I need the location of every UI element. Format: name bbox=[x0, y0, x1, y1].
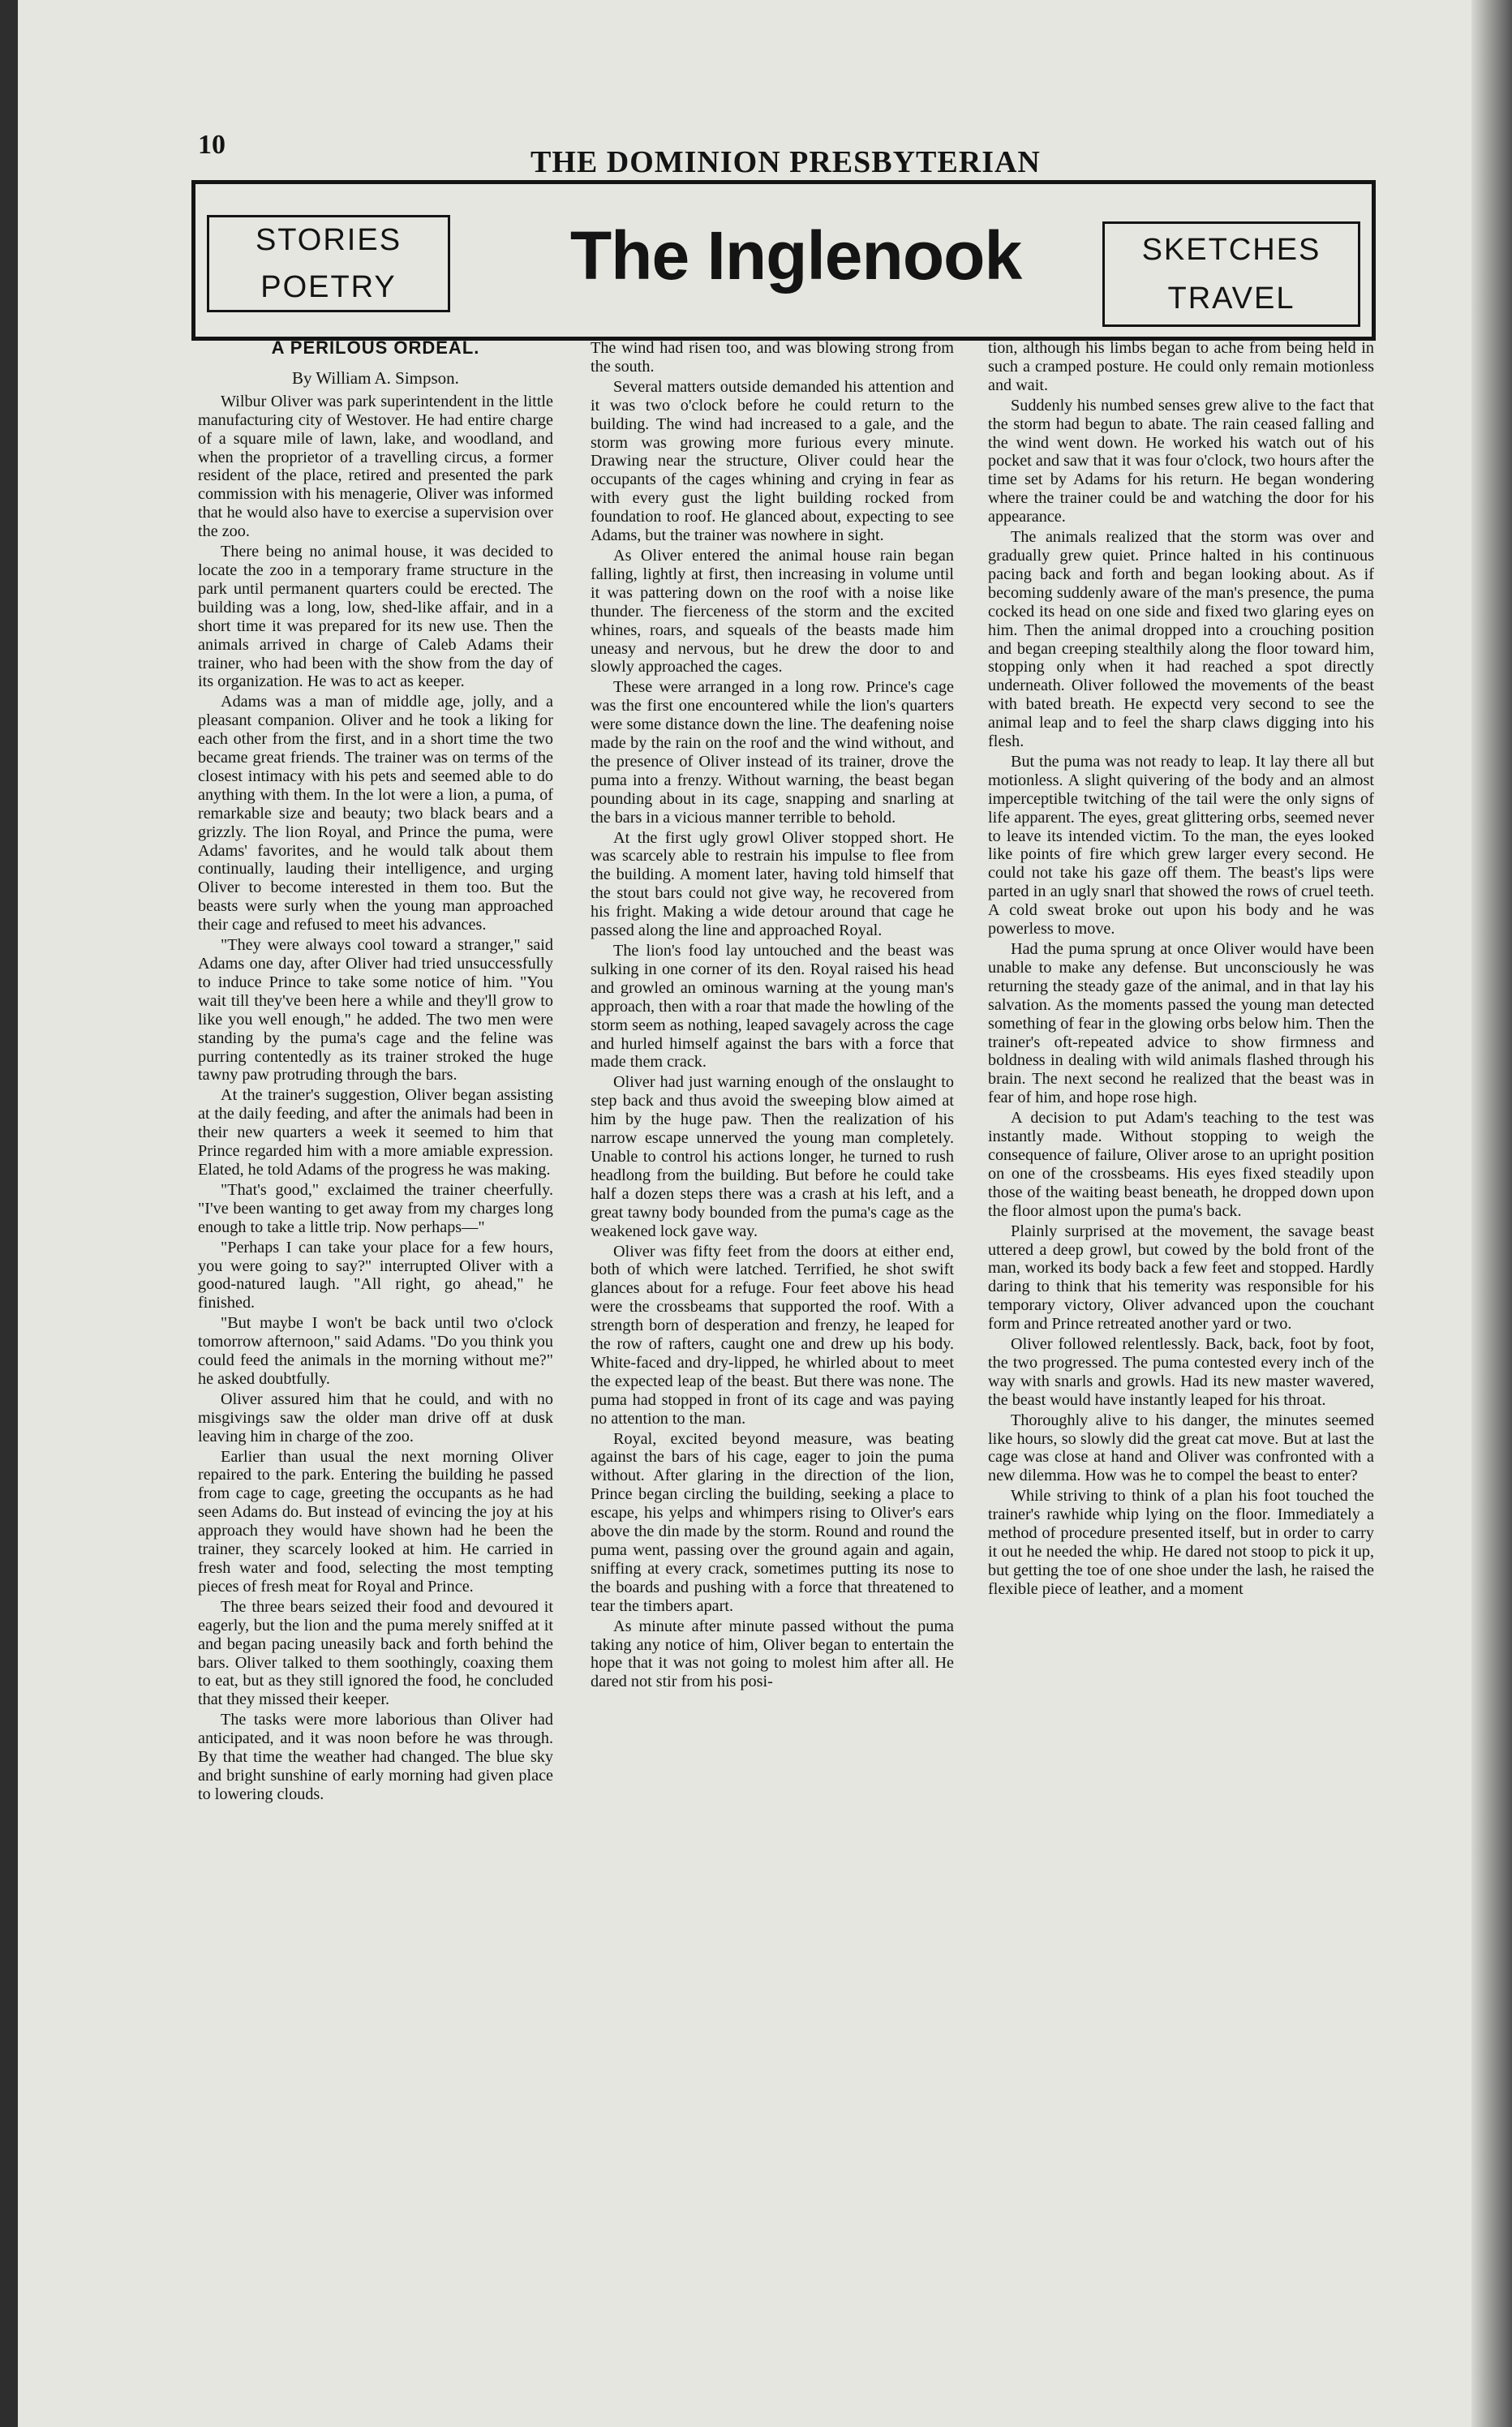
paragraph: The tasks were more laborious than Oliver had anticipated, and it was noon before he was through. By that time the weather had changed. The blue sky and bright sunshine of early morning had given place to lowering clouds. bbox=[198, 1711, 553, 1803]
paragraph: The wind had risen too, and was blowing strong from the south. bbox=[591, 339, 954, 376]
article-column-3 bbox=[988, 339, 1374, 2262]
article-title: A PERILOUS ORDEAL. bbox=[271, 339, 480, 358]
paragraph: As minute after minute passed without the puma taking any notice of him, Oliver began to entertain the hope that it was not going to molest him after all. He dared not stir from his posi- bbox=[591, 1617, 954, 1691]
banner-travel: TRAVEL bbox=[1167, 281, 1295, 316]
paragraph: Earlier than usual the next morning Oliver repaired to the park. Entering the building he passed from cage to cage, greeting the occupants as he had seen Adams do. But instead of evincing the joy at his approach they would have shown had he been the trainer, they scarcely looked at him. He carried in fresh water and food, selecting the most tempting pieces of fresh meat for Royal and Prince. bbox=[198, 1447, 553, 1596]
paragraph: At the trainer's suggestion, Oliver began assisting at the daily feeding, and after the animals had been in their new quarters a week it seemed to him that Prince regarded him with a more amiable expression. Elated, he told Adams of the progress he was making. bbox=[198, 1086, 553, 1179]
paragraph: "They were always cool toward a stranger," said Adams one day, after Oliver had tried unsuccessfully to induce Prince to take some notice of him. "You wait till they've been here a while and they'll grow to like you well enough," he added. The two men were standing by the puma's cage and the feline was purring contentedly as its trainer stroked the huge tawny paw protruding through the bars. bbox=[198, 936, 553, 1085]
paragraph: But the puma was not ready to leap. It lay there all but motionless. A slight quivering of the body and an almost imperceptible twitching of the tail were the only signs of life apparent. The eyes, great glittering orbs, seemed never to leave its intended victim. To the man, the eyes looked like points of fire which grew larger every second. He could not take his gaze off them. The beast's lips were parted in an ugly snarl that showed the rows of cruel teeth. A cold sweat broke out upon his body and he was powerless to move. bbox=[988, 752, 1374, 939]
paragraph: tion, although his limbs began to ache from being held in such a cramped posture. He could only remain motionless and wait. bbox=[988, 339, 1374, 394]
paragraph: The three bears seized their food and devoured it eagerly, but the lion and the puma merely sniffed at it and began pacing uneasily back and forth behind the bars. Oliver talked to them soothingly, coaxing them to eat, but as they still ignored the food, he concluded that they missed their keeper. bbox=[198, 1597, 553, 1709]
paragraph: "That's good," exclaimed the trainer cheerfully. "I've been wanting to get away from my charges long enough to take a little trip. Now perhaps—" bbox=[198, 1180, 553, 1236]
paragraph: Wilbur Oliver was park superintendent in the little manufacturing city of Westover. He had entire charge of a square mile of lawn, lake, and woodland, and when the proprietor of a travelling circus, a former resident of the place, retired and presented the park commission with his menagerie, Oliver was informed that he would also have to exercise a supervision over the zoo. bbox=[198, 392, 553, 541]
paragraph: At the first ugly growl Oliver stopped short. He was scarcely able to restrain his impulse to flee from the building. A moment later, having told himself that the stout bars could not give way, he recovered from his fright. Making a wide detour around that cage he passed along the line and approached Royal. bbox=[591, 828, 954, 940]
banner-left-box bbox=[207, 215, 450, 312]
paragraph: Adams was a man of middle age, jolly, and a pleasant companion. Oliver and he took a liking for each other from the first, and in a short time the two became great friends. The trainer was on terms of the closest intimacy with his pets and seemed able to do anything with them. In the lot were a lion, a puma, of remarkable size and beauty; two black bears and a grizzly. The lion Royal, and Prince the puma, were Adams' favorites, and he would talk about them continually, lauding their intelligence, and urging Oliver to become interested in them too. But the beasts were surly when the young man approached their cage and refused to meet his advances. bbox=[198, 693, 553, 934]
paragraph: Suddenly his numbed senses grew alive to the fact that the storm had begun to abate. The rain ceased falling and the wind went down. He worked his watch out of his pocket and saw that it was four o'clock, two hours after the time set by Adams for his return. He began wondering where the trainer could be and watching the door for his appearance. bbox=[988, 396, 1374, 526]
article-byline: By William A. Simpson. bbox=[292, 367, 459, 388]
paragraph: Several matters outside demanded his attention and it was two o'clock before he could return to the building. The wind had increased to a gale, and the storm was growing more furious every minute. Drawing near the structure, Oliver could hear the occupants of the cages whining and crying in fear as with every gust the light building rocked from foundation to roof. He glanced about, expecting to see Adams, but the trainer was nowhere in sight. bbox=[591, 377, 954, 545]
paragraph: There being no animal house, it was decided to locate the zoo in a temporary frame structure in the park until permanent quarters could be erected. The building was a long, low, shed-like affair, and in a short time it was prepared for its new use. Then the animals arrived in charge of Caleb Adams their trainer, who had been with the show from the day of its organization. He was to act as keeper. bbox=[198, 543, 553, 691]
paragraph: While striving to think of a plan his foot touched the trainer's rawhide whip lying on the floor. Immediately a method of procedure presented itself, but in order to carry it out he needed the whip. He dared not stoop to pick it up, but getting the toe of one shoe under the lash, he raised the flexible piece of leather, and a moment bbox=[988, 1487, 1374, 1598]
paragraph: These were arranged in a long row. Prince's cage was the first one encountered while the lion's quarters were some distance down the line. The deafening noise made by the rain on the roof and the wind without, and the presence of Oliver instead of its trainer, drove the puma into a frenzy. Without warning, the beast began pounding about in its cage, snapping and snarling at the bars in a vicious manner terrible to behold. bbox=[591, 678, 954, 827]
paragraph: Plainly surprised at the movement, the savage beast uttered a deep growl, but cowed by the bold front of the man, worked its body back a few feet and stopped. Hardly daring to think that his temerity was responsible for his temporary victory, Oliver advanced upon the couchant form and Prince retreated another yard or two. bbox=[988, 1222, 1374, 1334]
page-number: 10 bbox=[198, 130, 226, 160]
banner-poetry: POETRY bbox=[260, 270, 397, 304]
scan-edge-right bbox=[1471, 0, 1512, 2427]
paragraph: Oliver followed relentlessly. Back, back, foot by foot, the two progressed. The puma contested every inch of the way with snarls and growls. Had its new master wavered, the beast would have instantly leaped for his throat. bbox=[988, 1335, 1374, 1409]
section-banner bbox=[191, 180, 1376, 341]
banner-right-box bbox=[1102, 221, 1360, 327]
paragraph: Oliver had just warning enough of the onslaught to step back and thus avoid the sweeping blow aimed at him by the huge paw. Then the realization of his narrow escape unnerved the young man completely. Unable to control his actions longer, he turned to rush headlong from the building. But before he could take half a dozen steps there was a crash at his left, and a great tawny body bounded from the puma's cage as the weakened lock gave way. bbox=[591, 1073, 954, 1240]
paragraph: Thoroughly alive to his danger, the minutes seemed like hours, so slowly did the great cat move. But at last the cage was close at hand and Oliver was confronted with a new dilemma. How was he to compel the beast to enter? bbox=[988, 1411, 1374, 1485]
article-column-2 bbox=[591, 339, 954, 2262]
banner-sketches: SKETCHES bbox=[1141, 233, 1321, 267]
paragraph: Had the puma sprung at once Oliver would have been unable to make any defense. But unconsciously he was returning the steady gaze of the animal, and in that lay his salvation. As the moments passed the young man detected something of fear in the glowing orbs below him. Then the trainer's oft-repeated advice to show firmness and boldness in dealing with wild animals flashed through his brain. The next second he realized that the beast was in fear of him, and hope rose high. bbox=[988, 940, 1374, 1107]
paragraph: The animals realized that the storm was over and gradually grew quiet. Prince halted in his continuous pacing back and forth and began looking about. As if becoming suddenly aware of the man's presence, the puma cocked its head on one side and fixed two glaring eyes on him. Then the animal dropped into a crouching position and began creeping stealthily along the floor toward him, stopping only when it had reached a spot directly underneath. Oliver followed the movements of the beast with bated breath. He expectd very second to see the animal leap and to feel the sharp claws digging into his flesh. bbox=[988, 528, 1374, 751]
scan-edge-left bbox=[0, 0, 18, 2427]
paragraph: As Oliver entered the animal house rain began falling, lightly at first, then increasing in volume until it was pattering down on the roof with a noise like thunder. The fierceness of the storm and the excited whines, roars, and squeals of the beasts made him uneasy and nervous, but he drew the door to and slowly approached the cages. bbox=[591, 546, 954, 677]
paragraph: The lion's food lay untouched and the beast was sulking in one corner of its den. Royal raised his head and growled an ominous warning at the young man's approach, then with a roar that made the howling of the storm seem as nothing, leaped savagely across the cage and hurled himself against the bars with a force that made them crack. bbox=[591, 942, 954, 1072]
paragraph: Oliver was fifty feet from the doors at either end, both of which were latched. Terrified, he shot swift glances about for a refuge. Four feet above his head were the crossbeams that supported the roof. With a strength born of desperation and frenzy, he leaped for the row of rafters, caught one and drew up his body. White-faced and dry-lipped, he whirled about to meet the expected leap of the beast. But there was none. The puma had stopped in front of its cage and was paying no attention to the man. bbox=[591, 1242, 954, 1428]
section-title: The Inglenook bbox=[569, 217, 1022, 294]
newspaper-page bbox=[18, 0, 1471, 2427]
publication-title: THE DOMINION PRESBYTERIAN bbox=[530, 145, 1041, 179]
paragraph: "Perhaps I can take your place for a few hours, you were going to say?" interrupted Oliver with a good-natured laugh. "All right, go ahead," he finished. bbox=[198, 1238, 553, 1312]
banner-stories: STORIES bbox=[255, 223, 402, 257]
paragraph: Oliver assured him that he could, and with no misgivings saw the older man drive off at dusk leaving him in charge of the zoo. bbox=[198, 1390, 553, 1445]
paragraph: Royal, excited beyond measure, was beating against the bars of his cage, eager to join the puma without. After glaring in the direction of the lion, Prince began circling the building, seeking a place to escape, his yelps and whimpers rising to Oliver's ears above the din made by the storm. Round and round the puma went, passing over the ground again and again, sniffing at every crack, sometimes putting its nose to the boards and pushing with a force that threatened to tear the timbers apart. bbox=[591, 1429, 954, 1615]
article-column-1 bbox=[198, 339, 553, 2262]
paragraph: "But maybe I won't be back until two o'clock tomorrow afternoon," said Adams. "Do you think you could feed the animals in the morning without me?" he asked doubtfully. bbox=[198, 1314, 553, 1388]
paragraph: A decision to put Adam's teaching to the test was instantly made. Without stopping to weigh the consequence of failure, Oliver arose to an upright position on one of the crossbeams. His eyes fixed steadily upon those of the waiting beast beneath, he dropped down upon the floor almost upon the puma's back. bbox=[988, 1109, 1374, 1220]
